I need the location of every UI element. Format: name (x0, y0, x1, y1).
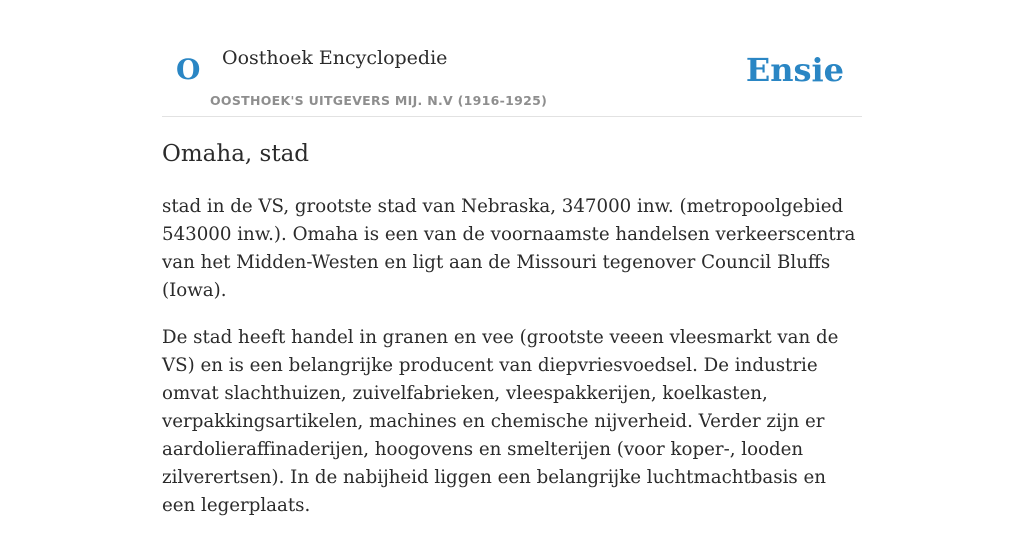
article-title: Omaha, stad (162, 141, 310, 167)
article (162, 138, 862, 539)
brand-logo-link[interactable]: Ensie (745, 51, 844, 89)
article-paragraph: stad in de VS, grootste stad van Nebraska, 347000 inw. (metropoolgebied 543000 inw.). Omaha is een van de voornaamste handelsen verkeerscentra van het Midden-Westen en ligt aan de Missouri tegenover Council Bluffs (Iowa). (162, 196, 856, 301)
source-title[interactable]: Oosthoek Encyclopedie (222, 47, 448, 69)
source-subtitle: OOSTHOEK'S UITGEVERS MIJ. N.V (1916-1925) (210, 93, 548, 108)
article-paragraph: De stad heeft handel in granen en vee (grootste veeen vleesmarkt van de VS) en is een belangrijke producent van diepvriesvoedsel. De industrie omvat slachthuizen, zuivelfabrieken, vleespakkerijen, koelkasten, verpakkingsartikelen, machines en chemische nijverheid. Verder zijn er aardolieraffinaderijen, hoogovens en smelterijen (voor koper-, looden zilverertsen). In de nabijheid liggen een belangrijke luchtmachtbasis en een legerplaats. (162, 327, 839, 516)
source-logo[interactable]: O (176, 53, 201, 86)
article-body (162, 193, 862, 520)
page-header (162, 0, 862, 117)
